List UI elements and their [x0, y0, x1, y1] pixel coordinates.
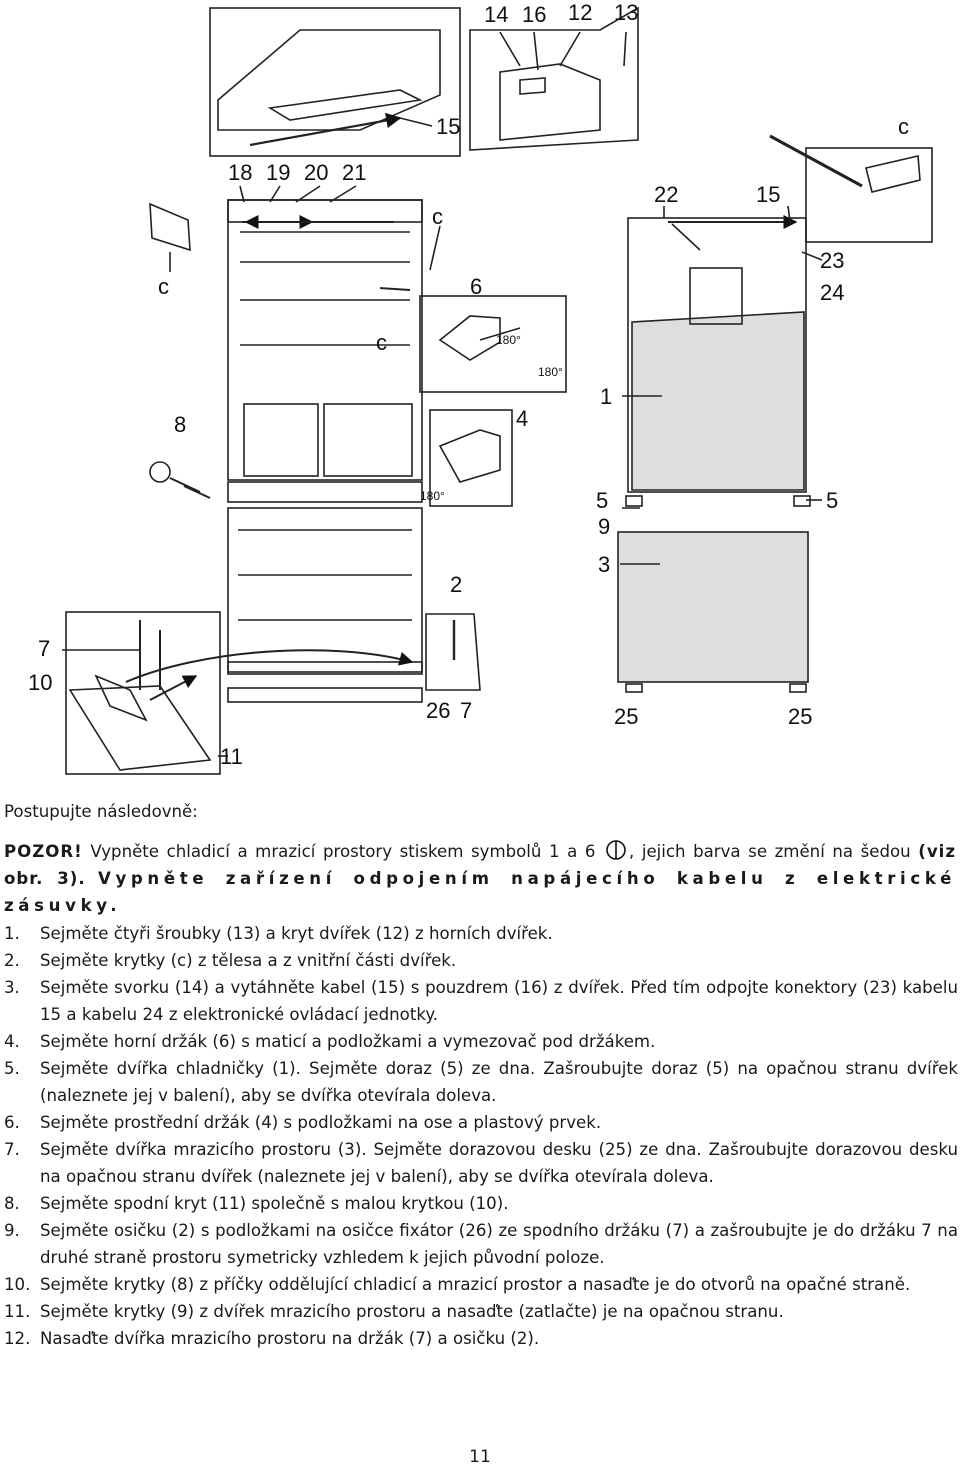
freezer-door — [618, 532, 808, 682]
label-deg-1: 180° — [496, 333, 521, 347]
step-item — [4, 1190, 958, 1217]
step-text: Sejměte osičku (2) s podložkami na osičce fixátor (26) ze spodního držáku (7) a zašroubujte je do držáku 7 na druhé straně prostoru symetricky vzhledem k jejich původní poloze. — [40, 1221, 958, 1267]
fridge-cabinet — [228, 200, 422, 480]
label-10: 10 — [28, 670, 53, 695]
step-item — [4, 1028, 958, 1055]
label-22: 22 — [654, 182, 679, 207]
caps-8 — [150, 462, 170, 482]
label-18: 18 — [228, 160, 253, 185]
label-deg-2: 180° — [538, 365, 563, 379]
step-number: 1. — [4, 924, 20, 943]
step-number: 12. — [4, 1329, 31, 1348]
label-23: 23 — [820, 248, 845, 273]
label-3: 3 — [598, 552, 611, 577]
label-21: 21 — [342, 160, 367, 185]
label-7-left: 7 — [38, 636, 51, 661]
step-number: 10. — [4, 1275, 31, 1294]
step-number: 9. — [4, 1221, 20, 1240]
steps-list — [4, 920, 958, 1352]
intro-line: Postupujte následovně: — [4, 802, 198, 821]
label-8: 8 — [174, 412, 187, 437]
label-2: 2 — [450, 572, 463, 597]
label-16: 16 — [522, 2, 547, 27]
power-icon — [603, 839, 629, 861]
step-number: 5. — [4, 1059, 20, 1078]
label-6: 6 — [470, 274, 483, 299]
label-c-top-right: c — [898, 114, 909, 139]
label-4: 4 — [516, 406, 529, 431]
step-item — [4, 1055, 958, 1109]
step-item — [4, 1271, 958, 1298]
label-14: 14 — [484, 2, 509, 27]
warning-text-1: Vypněte chladicí a mrazicí prostory stiskem symbolů 1 a 6 — [90, 842, 596, 861]
label-24: 24 — [820, 280, 845, 305]
label-19: 19 — [266, 160, 291, 185]
step-item — [4, 974, 958, 1028]
step-item — [4, 947, 958, 974]
label-5-left: 5 — [596, 488, 609, 513]
label-20: 20 — [304, 160, 329, 185]
step-number: 3. — [4, 978, 20, 997]
step-number: 6. — [4, 1113, 20, 1132]
step-number: 8. — [4, 1194, 20, 1213]
warning-text-2: , jejich barva se změní na šedou — [629, 842, 911, 861]
warning-ref: (viz obr. 3). — [4, 842, 956, 888]
step-number: 2. — [4, 951, 20, 970]
label-c-left: c — [158, 274, 169, 299]
step-text: Sejměte horní držák (6) s maticí a podložkami a vymezovač pod držákem. — [40, 1032, 656, 1051]
step-text: Sejměte čtyři šroubky (13) a kryt dvířek (12) z horních dvířek. — [40, 924, 553, 943]
step-item — [4, 1109, 958, 1136]
step-text: Sejměte krytky (c) z tělesa a z vnitřní části dvířek. — [40, 951, 457, 970]
step-text: Sejměte spodní kryt (11) společně s malou krytkou (10). — [40, 1194, 509, 1213]
label-c-lower: c — [376, 330, 387, 355]
label-15-right: 15 — [756, 182, 781, 207]
step-text: Nasaďte dvířka mrazicího prostoru na držák (7) a osičku (2). — [40, 1329, 540, 1348]
warning-label: POZOR! — [4, 842, 83, 861]
detail-screwdriver — [806, 148, 932, 242]
label-26: 26 — [426, 698, 451, 723]
warning-paragraph — [4, 838, 956, 919]
label-9: 9 — [598, 514, 611, 539]
step-text: Sejměte svorku (14) a vytáhněte kabel (15) s pouzdrem (16) z dvířek. Před tím odpojte konektory (23) kabelu 15 a kabelu 24 z elektronické ovládací jednotky. — [40, 978, 958, 1024]
step-number: 11. — [4, 1302, 31, 1321]
label-deg-3: 180° — [420, 489, 445, 503]
warning-unplug: Vypněte zařízení odpojením napájecího kabelu z elektrické zásuvky. — [4, 869, 957, 915]
label-c-middle: c — [432, 204, 443, 229]
label-13: 13 — [614, 0, 639, 25]
step-item — [4, 1325, 958, 1352]
label-12: 12 — [568, 0, 593, 25]
step-item — [4, 1136, 958, 1190]
label-1: 1 — [600, 384, 613, 409]
step-item — [4, 1217, 958, 1271]
step-text: Sejměte dvířka chladničky (1). Sejměte doraz (5) ze dna. Zašroubujte doraz (5) na opačnou stranu dvířek (naleznete jej v balení), aby se dvířka otevírala doleva. — [40, 1059, 958, 1105]
step-text: Sejměte krytky (8) z příčky oddělující chladicí a mrazicí prostor a nasaďte je do otvorů na opačné straně. — [40, 1275, 911, 1294]
cover-c-left — [150, 204, 190, 250]
label-15-top: 15 — [436, 114, 461, 139]
label-25-right: 25 — [788, 704, 813, 729]
detail-top-right — [470, 8, 638, 150]
label-7-right: 7 — [460, 698, 473, 723]
step-item — [4, 920, 958, 947]
detail-bottom-left — [66, 612, 220, 774]
step-text: Sejměte krytky (9) z dvířek mrazicího prostoru a nasaďte (zatlačte) je na opačnou stranu. — [40, 1302, 784, 1321]
step-number: 7. — [4, 1140, 20, 1159]
step-text: Sejměte dvířka mrazicího prostoru (3). Sejměte dorazovou desku (25) ze dna. Zašroubujte dorazovou desku na opačnou stranu dvířek (naleznete jej v balení), aby se dvířka otevírala doleva. — [40, 1140, 958, 1186]
page-number: 11 — [469, 1447, 491, 1467]
step-item — [4, 1298, 958, 1325]
label-5-right: 5 — [826, 488, 839, 513]
step-text: Sejměte prostřední držák (4) s podložkami na ose a plastový prvek. — [40, 1113, 602, 1132]
label-25-left: 25 — [614, 704, 639, 729]
step-number: 4. — [4, 1032, 20, 1051]
label-11: 11 — [220, 744, 243, 769]
